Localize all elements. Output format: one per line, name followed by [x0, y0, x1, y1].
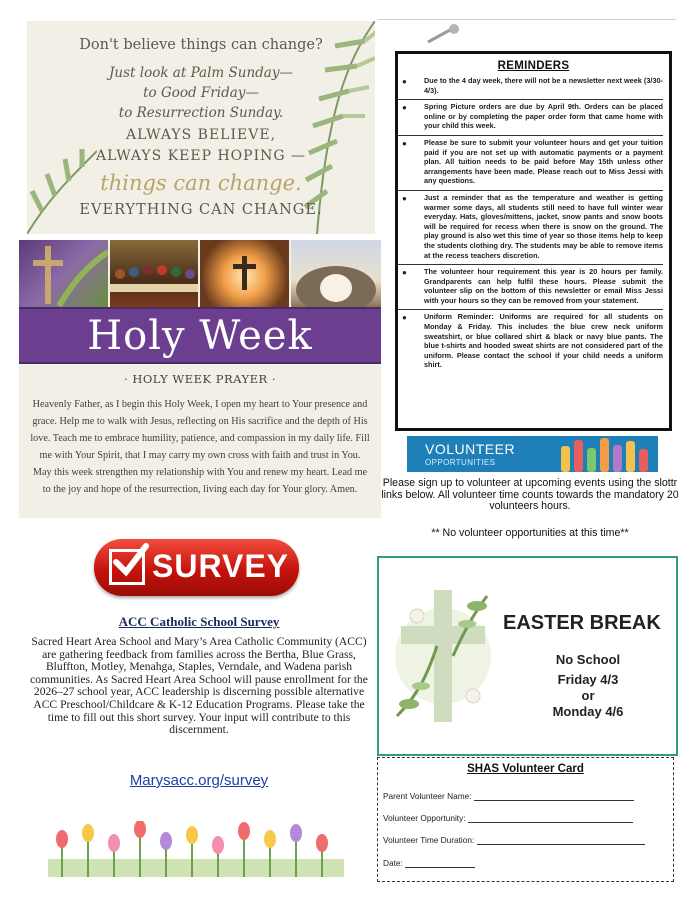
easter-or: or	[581, 688, 595, 703]
reminder-item: ● Please be sure to submit your volunteer hours and get your tuition paid if you are not set up with automatic payments or a payment plan. All tuition needs to be paid before May 15th unless other arrangements have been made. Please reach out to Miss Jessi with any questions.	[398, 135, 663, 190]
top-divider	[378, 19, 676, 20]
survey-link[interactable]: Marysacc.org/survey	[129, 772, 269, 789]
palm-line-7: things can change.	[100, 171, 302, 195]
raised-hands-icon	[557, 436, 658, 472]
reminders-box	[395, 51, 672, 431]
easter-friday: Friday 4/3	[557, 672, 619, 687]
palm-line-5: ALWAYS BELIEVE,	[125, 127, 277, 143]
reminder-item: ● Due to the 4 day week, there will not be a newsletter next week (3/30-4/3).	[402, 76, 663, 95]
palm-line-4: to Resurrection Sunday.	[118, 105, 284, 121]
holy-week-banner	[19, 307, 381, 364]
palm-line-2: Just look at Palm Sunday—	[109, 65, 293, 81]
cross-icon	[19, 240, 108, 307]
holy-week-title: Holy Week	[87, 313, 313, 359]
volunteer-duration-row	[383, 835, 645, 845]
bullet-icon: ●	[402, 138, 407, 148]
tomb-photo	[200, 240, 289, 307]
reminder-item: ● The volunteer hour requirement this year is 20 hours per family. Grandparents can help fulfil these hours. Please submit the volunteer slip on the bottom of this newsletter or email Miss Jessi with your hours so they can be removed from your statement.	[398, 264, 663, 309]
pushpin-icon	[424, 22, 464, 48]
volunteer-opportunity-label: Volunteer Opportunity:	[383, 813, 466, 823]
bullet-icon: ●	[402, 193, 407, 203]
tomb-cross-icon	[200, 240, 289, 307]
empty-tomb-icon	[291, 240, 381, 307]
reminders-list	[398, 74, 669, 374]
palm-line-8: EVERYTHING CAN CHANGE.	[79, 202, 323, 218]
survey-button-label: SURVEY	[152, 548, 290, 584]
parent-volunteer-name-field[interactable]	[474, 792, 634, 801]
bullet-icon: ●	[402, 268, 407, 278]
palm-sunday-card	[27, 21, 375, 234]
date-field[interactable]	[405, 859, 475, 868]
palm-line-6: ALWAYS KEEP HOPING —	[96, 148, 306, 164]
reminders-title: REMINDERS	[497, 60, 570, 72]
reminder-item: ● Just a reminder that as the temperature and weather is getting warmer some days, all students still need to have full winter wear everyday. Hats, gloves/mittens, jacket, snow pants and snow boots will be required for recess when there is snow on the ground. The play ground is also wet this time of year so those items help to keep the students clothing dry. The students may be able to remove items at the recess teachers discretion.	[398, 190, 663, 264]
empty-tomb-photo	[291, 240, 381, 307]
date-row	[383, 858, 475, 868]
bullet-icon: ●	[402, 77, 407, 86]
last-supper-photo	[110, 240, 198, 307]
floral-cross-icon	[387, 576, 499, 736]
volunteer-opportunity-field[interactable]	[468, 814, 633, 823]
volunteer-duration-field[interactable]	[477, 836, 645, 845]
holy-week-prayer-title: · HOLY WEEK PRAYER ·	[124, 372, 276, 386]
date-label: Date:	[383, 858, 403, 868]
palm-cross-photo	[19, 240, 108, 307]
easter-no-school: No School	[555, 652, 621, 667]
easter-break-title: EASTER BREAK	[503, 612, 661, 634]
spring-flowers-icon	[48, 821, 344, 877]
bullet-icon: ●	[402, 313, 407, 323]
holy-week-card	[19, 240, 381, 518]
volunteer-duration-label: Volunteer Time Duration:	[383, 835, 475, 845]
palm-line-1: Don't believe things can change?	[79, 37, 323, 53]
palm-line-3: to Good Friday—	[143, 85, 259, 101]
checkbox-icon	[109, 549, 145, 585]
parent-volunteer-name-label: Parent Volunteer Name:	[383, 791, 472, 801]
volunteer-banner-line1: VOLUNTEER	[425, 441, 516, 457]
survey-button[interactable]	[94, 539, 299, 596]
volunteer-card-title: SHAS Volunteer Card	[467, 763, 584, 775]
parent-volunteer-name-row	[383, 791, 634, 801]
reminder-item: ● Spring Picture orders are due by April 9th. Orders can be placed online or by completing the paper order form that came home with your child this week.	[398, 99, 663, 135]
volunteer-opportunities-banner	[407, 436, 658, 472]
reminder-item: ● Uniform Reminder: Uniforms are required for all students on Monday & Friday. This includes the blue crew neck uniform sweatshirt, or blue collared shirt & black or navy blue pants. The blue t-shirts and hooded sweat shirts are not considered part of the uniform. Please contact the school if your child needs a uniform shirt.	[398, 309, 663, 374]
checkmark-icon	[110, 542, 150, 578]
survey-body: Sacred Heart Area School and Mary’s Area Catholic Community (ACC) are gathering feedback from families across the Bertha, Blue Grass, Bluffton, Motley, Menahga, Staples, Verndale, and Wadena parish communities. As Sacred Heart Area School will pause enrollment for the 2026–27 school year, ACC leadership is discerning possible alternative ACC Preschool/Childcare & K-12 Education Programs. Please take the time to fill out this short survey. Your input will contribute to this discernment.	[30, 635, 368, 737]
holy-week-prayer-text: Heavenly Father, as I begin this Holy Week, I open my heart to Your presence and grace. Help me to walk with Jesus, reflecting on His sacrifice and the depth of His love. Teach me to embrace humility, patience, and compassion in my daily life. Fill me with Your Spirit, that I may carry my own cross with faith and trust in You. May this week strengthen my relationship with You and renew my heart. Lead me to the joy and hope of the resurrection, living each day for Your glory. Amen.	[30, 399, 370, 495]
volunteer-card	[377, 757, 674, 882]
easter-break-box	[377, 556, 678, 756]
last-supper-icon	[110, 240, 198, 307]
easter-monday: Monday 4/6	[552, 704, 624, 719]
volunteer-banner-line2: OPPORTUNITIES	[425, 458, 496, 467]
volunteer-signup-text: Please sign up to volunteer at upcoming events using the slottr links below. All volunteer time counts towards the mandatory 20 volunteers hours.	[381, 477, 679, 513]
bullet-icon: ●	[402, 103, 407, 113]
volunteer-none-text: ** No volunteer opportunities at this time**	[431, 527, 629, 539]
volunteer-opportunity-row	[383, 813, 633, 823]
survey-title: ACC Catholic School Survey	[118, 614, 280, 629]
